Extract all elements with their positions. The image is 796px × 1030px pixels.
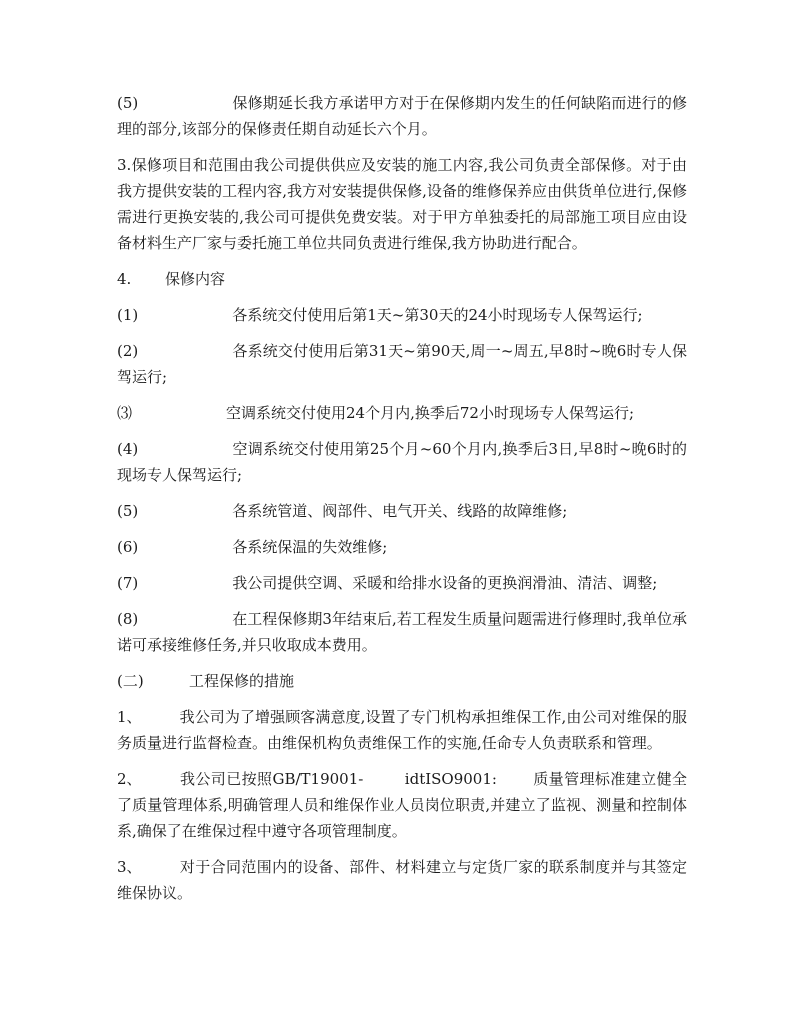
- paragraph-text: 空调系统交付使用第25个月~60个月内,换季后3日,早8时~晚6时的现场专人保驾运行;: [117, 440, 687, 484]
- paragraph-text: 在工程保修期3年结束后,若工程发生质量问题需进行修理时,我单位承诺可承接维修任务,并只收取成本费用。: [117, 610, 687, 654]
- list-item: [117, 302, 687, 328]
- heading-text: 保修内容: [165, 270, 226, 288]
- list-item: [117, 400, 687, 426]
- list-item: [117, 338, 687, 390]
- item-number: (7): [117, 574, 139, 592]
- list-item: [117, 498, 687, 524]
- item-number: (1): [117, 306, 139, 324]
- paragraph-text: 各系统交付使用后第31天~第90天,周一~周五,早8时~晚6时专人保驾运行;: [117, 342, 687, 386]
- list-item: [117, 704, 687, 756]
- list-item: [117, 436, 687, 488]
- item-number: (5): [117, 502, 139, 520]
- list-item: [117, 766, 687, 844]
- item-number: (2): [117, 342, 139, 360]
- paragraph-warranty-extension: [117, 90, 687, 142]
- item-number: (5): [117, 94, 139, 112]
- item-number: ⑶: [117, 404, 133, 422]
- section-heading-warranty-content: [117, 266, 687, 292]
- item-number: 1、: [117, 708, 142, 726]
- item-number: (二): [117, 672, 144, 690]
- heading-text: 工程保修的措施: [189, 672, 295, 690]
- list-item: [117, 606, 687, 658]
- paragraph-text: 保修项目和范围由我公司提供供应及安装的施工内容,我公司负责全部保修。对于由我方提供安装的工程内容,我方对安装提供保修,设备的维修保养应由供货单位进行,保修需进行更换安装的,我公司可提供免费安装。对于甲方单独委托的局部施工项目应由设备材料生产厂家与委托施工单位共同负责进行维保,我方协助进行配合。: [117, 156, 687, 252]
- paragraph-text: 各系统管道、阀部件、电气开关、线路的故障维修;: [232, 502, 568, 520]
- list-item: [117, 534, 687, 560]
- item-number: (6): [117, 538, 139, 556]
- section-heading-warranty-measures: [117, 668, 687, 694]
- paragraph-text: 我公司已按照GB/T19001- idtISO9001: 质量管理标准建立健全了质量管理体系,明确管理人员和维保作业人员岗位职责,并建立了监视、测量和控制体系,确保了在维保过程中遵守各项管理制度。: [117, 770, 687, 840]
- item-number: 3.: [117, 156, 132, 174]
- list-item: [117, 570, 687, 596]
- document-page: [117, 90, 687, 916]
- paragraph-text: 我公司提供空调、采暖和给排水设备的更换润滑油、清洁、调整;: [232, 574, 658, 592]
- item-number: 4.: [117, 270, 132, 288]
- item-number: (8): [117, 610, 139, 628]
- paragraph-text: 空调系统交付使用24个月内,换季后72小时现场专人保驾运行;: [226, 404, 635, 422]
- paragraph-text: 保修期延长我方承诺甲方对于在保修期内发生的任何缺陷而进行的修理的部分,该部分的保修责任期自动延长六个月。: [117, 94, 687, 138]
- list-item: [117, 854, 687, 906]
- paragraph-warranty-scope: [117, 152, 687, 256]
- item-number: 3、: [117, 858, 142, 876]
- paragraph-text: 各系统交付使用后第1天~第30天的24小时现场专人保驾运行;: [232, 306, 643, 324]
- paragraph-text: 各系统保温的失效维修;: [232, 538, 388, 556]
- item-number: (4): [117, 440, 139, 458]
- paragraph-text: 对于合同范围内的设备、部件、材料建立与定货厂家的联系制度并与其签定维保协议。: [117, 858, 687, 902]
- item-number: 2、: [117, 770, 142, 788]
- paragraph-text: 我公司为了增强顾客满意度,设置了专门机构承担维保工作,由公司对维保的服务质量进行监督检查。由维保机构负责维保工作的实施,任命专人负责联系和管理。: [117, 708, 687, 752]
